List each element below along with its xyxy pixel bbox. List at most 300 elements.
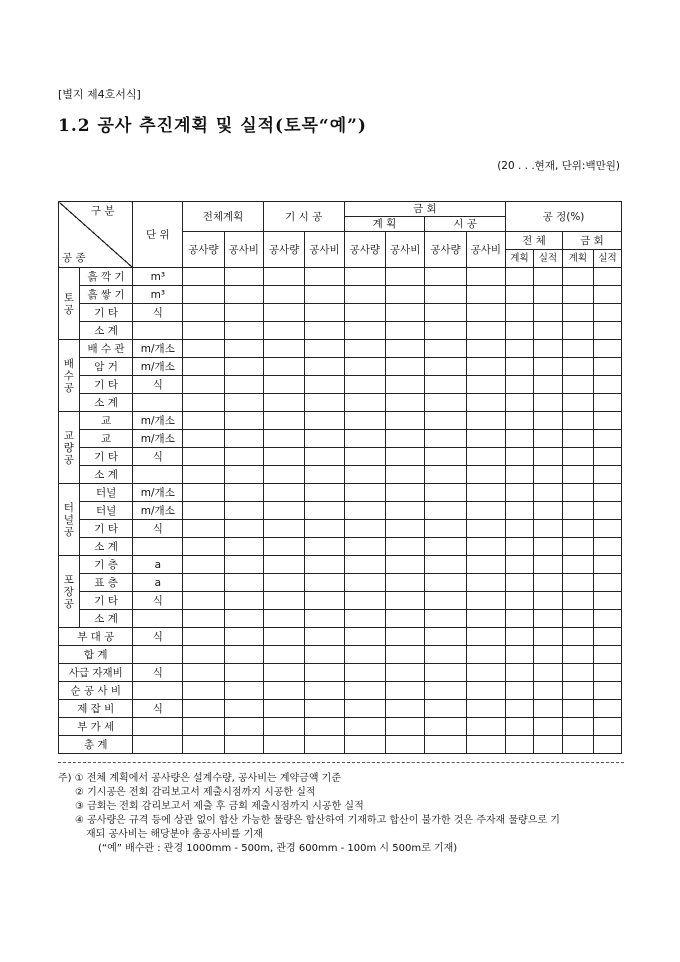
data-cell xyxy=(183,538,224,556)
data-cell xyxy=(385,484,424,502)
data-cell xyxy=(593,664,621,682)
data-cell xyxy=(183,646,224,664)
item-name-cell: 소 계 xyxy=(79,538,133,556)
data-cell xyxy=(385,718,424,736)
progress-table xyxy=(58,201,622,754)
data-cell xyxy=(385,268,424,286)
data-cell xyxy=(425,682,466,700)
unit-cell: 식 xyxy=(133,448,183,466)
unit-cell: a xyxy=(133,574,183,592)
data-cell xyxy=(593,484,621,502)
header-construction: 시 공 xyxy=(425,217,506,232)
unit-cell xyxy=(133,466,183,484)
table-row xyxy=(59,610,622,628)
data-cell xyxy=(183,466,224,484)
data-cell xyxy=(533,484,562,502)
data-cell xyxy=(344,628,385,646)
table-row xyxy=(59,484,622,502)
note-line: 재되 공사비는 해당분야 총공사비를 기재 xyxy=(86,829,263,840)
data-cell xyxy=(183,520,224,538)
data-cell xyxy=(263,466,304,484)
item-name-cell: 흙 깍 기 xyxy=(79,268,133,286)
data-cell xyxy=(466,466,505,484)
data-cell xyxy=(425,466,466,484)
header-quantity: 공사량 xyxy=(183,232,224,268)
data-cell xyxy=(505,736,533,754)
data-cell xyxy=(593,358,621,376)
data-cell xyxy=(505,610,533,628)
data-cell xyxy=(305,556,344,574)
data-cell xyxy=(305,448,344,466)
summary-name-cell: 사급 자재비 xyxy=(59,664,133,682)
data-cell xyxy=(305,628,344,646)
data-cell xyxy=(533,736,562,754)
table-row xyxy=(59,556,622,574)
header-plan-short: 계획 xyxy=(505,250,533,268)
data-cell xyxy=(263,304,304,322)
data-cell xyxy=(562,412,593,430)
data-cell xyxy=(305,682,344,700)
data-cell xyxy=(593,718,621,736)
table-row xyxy=(59,538,622,556)
data-cell xyxy=(466,502,505,520)
data-cell xyxy=(305,340,344,358)
data-cell xyxy=(344,430,385,448)
separator-line xyxy=(58,762,624,763)
data-cell xyxy=(344,682,385,700)
data-cell xyxy=(183,664,224,682)
data-cell xyxy=(562,682,593,700)
data-cell xyxy=(466,286,505,304)
data-cell xyxy=(593,304,621,322)
data-cell xyxy=(344,646,385,664)
data-cell xyxy=(385,304,424,322)
category-cell xyxy=(59,340,80,412)
data-cell xyxy=(533,394,562,412)
data-cell xyxy=(562,628,593,646)
unit-cell: m/개소 xyxy=(133,340,183,358)
data-cell xyxy=(505,268,533,286)
data-cell xyxy=(425,394,466,412)
data-cell xyxy=(344,520,385,538)
header-plan-short: 계획 xyxy=(562,250,593,268)
data-cell xyxy=(505,448,533,466)
data-cell xyxy=(562,484,593,502)
summary-name-cell: 총 계 xyxy=(59,736,133,754)
data-cell xyxy=(224,412,263,430)
data-cell xyxy=(593,466,621,484)
table-row xyxy=(59,520,622,538)
category-char: 장 xyxy=(63,585,74,598)
data-cell xyxy=(593,376,621,394)
header-overall: 전 체 xyxy=(505,232,562,250)
table-row xyxy=(59,592,622,610)
item-name-cell: 터널 xyxy=(79,502,133,520)
data-cell xyxy=(224,358,263,376)
data-cell xyxy=(505,304,533,322)
data-cell xyxy=(593,556,621,574)
data-cell xyxy=(385,682,424,700)
header-actual: 실적 xyxy=(593,250,621,268)
data-cell xyxy=(344,484,385,502)
data-cell xyxy=(183,376,224,394)
unit-cell: 식 xyxy=(133,304,183,322)
data-cell xyxy=(562,718,593,736)
data-cell xyxy=(505,538,533,556)
table-row xyxy=(59,430,622,448)
data-cell xyxy=(466,628,505,646)
data-cell xyxy=(183,268,224,286)
note-line: (“예” 배수관 : 관경 1000mm - 500m, 관경 600mm - 100m 시 500m로 기재) xyxy=(98,843,458,854)
header-unit: 단 위 xyxy=(133,202,183,268)
item-name-cell: 흙 쌓 기 xyxy=(79,286,133,304)
data-cell xyxy=(562,268,593,286)
unit-cell xyxy=(133,718,183,736)
data-cell xyxy=(533,376,562,394)
unit-cell xyxy=(133,322,183,340)
page-title: 1.2 공사 추진계획 및 실적(토목“예”) xyxy=(58,116,367,136)
item-name-cell: 교 xyxy=(79,430,133,448)
data-cell xyxy=(425,592,466,610)
data-cell xyxy=(344,304,385,322)
data-cell xyxy=(344,412,385,430)
item-name-cell: 기 층 xyxy=(79,556,133,574)
data-cell xyxy=(224,268,263,286)
table-row xyxy=(59,574,622,592)
data-cell xyxy=(562,538,593,556)
data-cell xyxy=(425,322,466,340)
data-cell xyxy=(263,394,304,412)
notes xyxy=(58,772,560,856)
data-cell xyxy=(263,556,304,574)
data-cell xyxy=(385,610,424,628)
header-prior-construction: 기 시 공 xyxy=(263,202,344,232)
data-cell xyxy=(466,394,505,412)
data-cell xyxy=(562,664,593,682)
data-cell xyxy=(562,700,593,718)
data-cell xyxy=(425,286,466,304)
data-cell xyxy=(385,430,424,448)
data-cell xyxy=(183,736,224,754)
data-cell xyxy=(533,646,562,664)
data-cell xyxy=(263,592,304,610)
data-cell xyxy=(533,520,562,538)
summary-name-cell: 부 대 공 xyxy=(59,628,133,646)
data-cell xyxy=(305,574,344,592)
data-cell xyxy=(263,628,304,646)
data-cell xyxy=(466,736,505,754)
data-cell xyxy=(505,556,533,574)
data-cell xyxy=(593,646,621,664)
category-char: 터 xyxy=(63,501,74,514)
unit-cell xyxy=(133,736,183,754)
header-total-plan: 전체계획 xyxy=(183,202,264,232)
summary-name-cell: 부 가 세 xyxy=(59,718,133,736)
data-cell xyxy=(263,484,304,502)
data-cell xyxy=(263,718,304,736)
data-cell xyxy=(224,286,263,304)
item-name-cell: 기 타 xyxy=(79,376,133,394)
header-actual: 실적 xyxy=(533,250,562,268)
table-body xyxy=(59,268,622,754)
data-cell xyxy=(533,340,562,358)
data-cell xyxy=(305,538,344,556)
data-cell xyxy=(344,376,385,394)
data-cell xyxy=(533,718,562,736)
unit-cell: 식 xyxy=(133,520,183,538)
header-cost: 공사비 xyxy=(305,232,344,268)
data-cell xyxy=(344,700,385,718)
data-cell xyxy=(425,268,466,286)
data-cell xyxy=(466,682,505,700)
header-quantity: 공사량 xyxy=(344,232,385,268)
item-name-cell: 배 수 관 xyxy=(79,340,133,358)
data-cell xyxy=(183,502,224,520)
data-cell xyxy=(466,484,505,502)
data-cell xyxy=(593,286,621,304)
unit-cell xyxy=(133,646,183,664)
data-cell xyxy=(466,700,505,718)
table-row xyxy=(59,340,622,358)
data-cell xyxy=(425,574,466,592)
data-cell xyxy=(224,376,263,394)
data-cell xyxy=(183,682,224,700)
data-cell xyxy=(263,610,304,628)
data-cell xyxy=(466,520,505,538)
data-cell xyxy=(344,502,385,520)
data-cell xyxy=(344,718,385,736)
data-cell xyxy=(305,664,344,682)
data-cell xyxy=(385,556,424,574)
data-cell xyxy=(263,646,304,664)
data-cell xyxy=(305,592,344,610)
data-cell xyxy=(263,736,304,754)
data-cell xyxy=(533,664,562,682)
category-cell xyxy=(59,412,80,484)
data-cell xyxy=(562,610,593,628)
header-cost: 공사비 xyxy=(466,232,505,268)
category-char: 공 xyxy=(63,453,74,466)
data-cell xyxy=(224,718,263,736)
data-cell xyxy=(263,376,304,394)
data-cell xyxy=(263,664,304,682)
data-cell xyxy=(344,574,385,592)
data-cell xyxy=(466,448,505,466)
data-cell xyxy=(562,736,593,754)
data-cell xyxy=(385,466,424,484)
data-cell xyxy=(562,286,593,304)
data-cell xyxy=(425,628,466,646)
data-cell xyxy=(425,412,466,430)
data-cell xyxy=(466,610,505,628)
item-name-cell: 기 타 xyxy=(79,304,133,322)
unit-cell: 식 xyxy=(133,592,183,610)
item-name-cell: 소 계 xyxy=(79,466,133,484)
category-char: 공 xyxy=(63,597,74,610)
data-cell xyxy=(533,448,562,466)
item-name-cell: 터널 xyxy=(79,484,133,502)
data-cell xyxy=(505,358,533,376)
unit-cell xyxy=(133,394,183,412)
data-cell xyxy=(305,700,344,718)
data-cell xyxy=(593,592,621,610)
data-cell xyxy=(385,628,424,646)
data-cell xyxy=(466,556,505,574)
item-name-cell: 소 계 xyxy=(79,394,133,412)
data-cell xyxy=(224,466,263,484)
table-row xyxy=(59,448,622,466)
data-cell xyxy=(593,322,621,340)
data-cell xyxy=(385,538,424,556)
data-cell xyxy=(533,466,562,484)
data-cell xyxy=(533,700,562,718)
data-cell xyxy=(466,592,505,610)
category-char: 널 xyxy=(63,513,74,526)
data-cell xyxy=(263,286,304,304)
data-cell xyxy=(593,412,621,430)
data-cell xyxy=(263,340,304,358)
table-row xyxy=(59,736,622,754)
table-row xyxy=(59,628,622,646)
data-cell xyxy=(385,412,424,430)
category-char: 배 xyxy=(63,357,74,370)
data-cell xyxy=(425,484,466,502)
data-cell xyxy=(533,502,562,520)
data-cell xyxy=(183,574,224,592)
data-cell xyxy=(425,610,466,628)
data-cell xyxy=(385,286,424,304)
data-cell xyxy=(425,700,466,718)
table-row xyxy=(59,646,622,664)
data-cell xyxy=(385,736,424,754)
data-cell xyxy=(263,358,304,376)
data-cell xyxy=(466,430,505,448)
data-cell xyxy=(224,628,263,646)
data-cell xyxy=(183,592,224,610)
date-unit-note: (20 . . .현재, 단위:백만원) xyxy=(497,160,620,172)
data-cell xyxy=(425,430,466,448)
item-name-cell: 소 계 xyxy=(79,322,133,340)
category-cell xyxy=(59,268,80,340)
data-cell xyxy=(533,682,562,700)
data-cell xyxy=(593,574,621,592)
data-cell xyxy=(593,394,621,412)
header-corner xyxy=(59,202,133,268)
data-cell xyxy=(505,340,533,358)
data-cell xyxy=(466,304,505,322)
data-cell xyxy=(224,610,263,628)
data-cell xyxy=(562,430,593,448)
data-cell xyxy=(305,610,344,628)
data-cell xyxy=(425,340,466,358)
data-cell xyxy=(562,502,593,520)
table-row xyxy=(59,322,622,340)
data-cell xyxy=(562,574,593,592)
table-row xyxy=(59,466,622,484)
data-cell xyxy=(593,736,621,754)
data-cell xyxy=(466,268,505,286)
data-cell xyxy=(562,322,593,340)
data-cell xyxy=(466,340,505,358)
header-progress: 공 정(%) xyxy=(505,202,621,232)
table-row xyxy=(59,376,622,394)
data-cell xyxy=(305,502,344,520)
data-cell xyxy=(344,610,385,628)
header-cost: 공사비 xyxy=(385,232,424,268)
data-cell xyxy=(425,502,466,520)
header-quantity: 공사량 xyxy=(425,232,466,268)
data-cell xyxy=(385,664,424,682)
data-cell xyxy=(224,394,263,412)
data-cell xyxy=(466,412,505,430)
data-cell xyxy=(224,664,263,682)
header-plan: 계 획 xyxy=(344,217,425,232)
data-cell xyxy=(305,412,344,430)
data-cell xyxy=(505,286,533,304)
data-cell xyxy=(385,646,424,664)
data-cell xyxy=(344,736,385,754)
data-cell xyxy=(305,466,344,484)
unit-cell: m³ xyxy=(133,286,183,304)
data-cell xyxy=(466,646,505,664)
data-cell xyxy=(305,430,344,448)
unit-cell: m/개소 xyxy=(133,430,183,448)
data-cell xyxy=(305,394,344,412)
item-name-cell: 교 xyxy=(79,412,133,430)
category-char: 공 xyxy=(63,381,74,394)
table-row xyxy=(59,682,622,700)
data-cell xyxy=(505,430,533,448)
data-cell xyxy=(593,502,621,520)
item-name-cell: 암 거 xyxy=(79,358,133,376)
data-cell xyxy=(505,628,533,646)
category-char: 공 xyxy=(63,303,74,316)
data-cell xyxy=(425,736,466,754)
data-cell xyxy=(505,466,533,484)
data-cell xyxy=(593,538,621,556)
summary-name-cell: 순 공 사 비 xyxy=(59,682,133,700)
data-cell xyxy=(533,574,562,592)
data-cell xyxy=(224,556,263,574)
data-cell xyxy=(593,520,621,538)
note-line: 주) ① 전체 계획에서 공사량은 설계수량, 공사비는 계약금액 기준 xyxy=(58,773,341,784)
data-cell xyxy=(533,322,562,340)
item-name-cell: 표 층 xyxy=(79,574,133,592)
data-cell xyxy=(183,358,224,376)
data-cell xyxy=(263,430,304,448)
data-cell xyxy=(593,448,621,466)
data-cell xyxy=(344,664,385,682)
data-cell xyxy=(183,394,224,412)
data-cell xyxy=(466,664,505,682)
data-cell xyxy=(385,376,424,394)
data-cell xyxy=(263,268,304,286)
unit-cell: m/개소 xyxy=(133,358,183,376)
table-row xyxy=(59,394,622,412)
data-cell xyxy=(344,340,385,358)
data-cell xyxy=(505,664,533,682)
table-row xyxy=(59,358,622,376)
data-cell xyxy=(183,340,224,358)
data-cell xyxy=(425,646,466,664)
data-cell xyxy=(562,376,593,394)
data-cell xyxy=(305,268,344,286)
data-cell xyxy=(305,322,344,340)
unit-cell: 식 xyxy=(133,628,183,646)
unit-cell: 식 xyxy=(133,700,183,718)
data-cell xyxy=(466,322,505,340)
data-cell xyxy=(425,664,466,682)
